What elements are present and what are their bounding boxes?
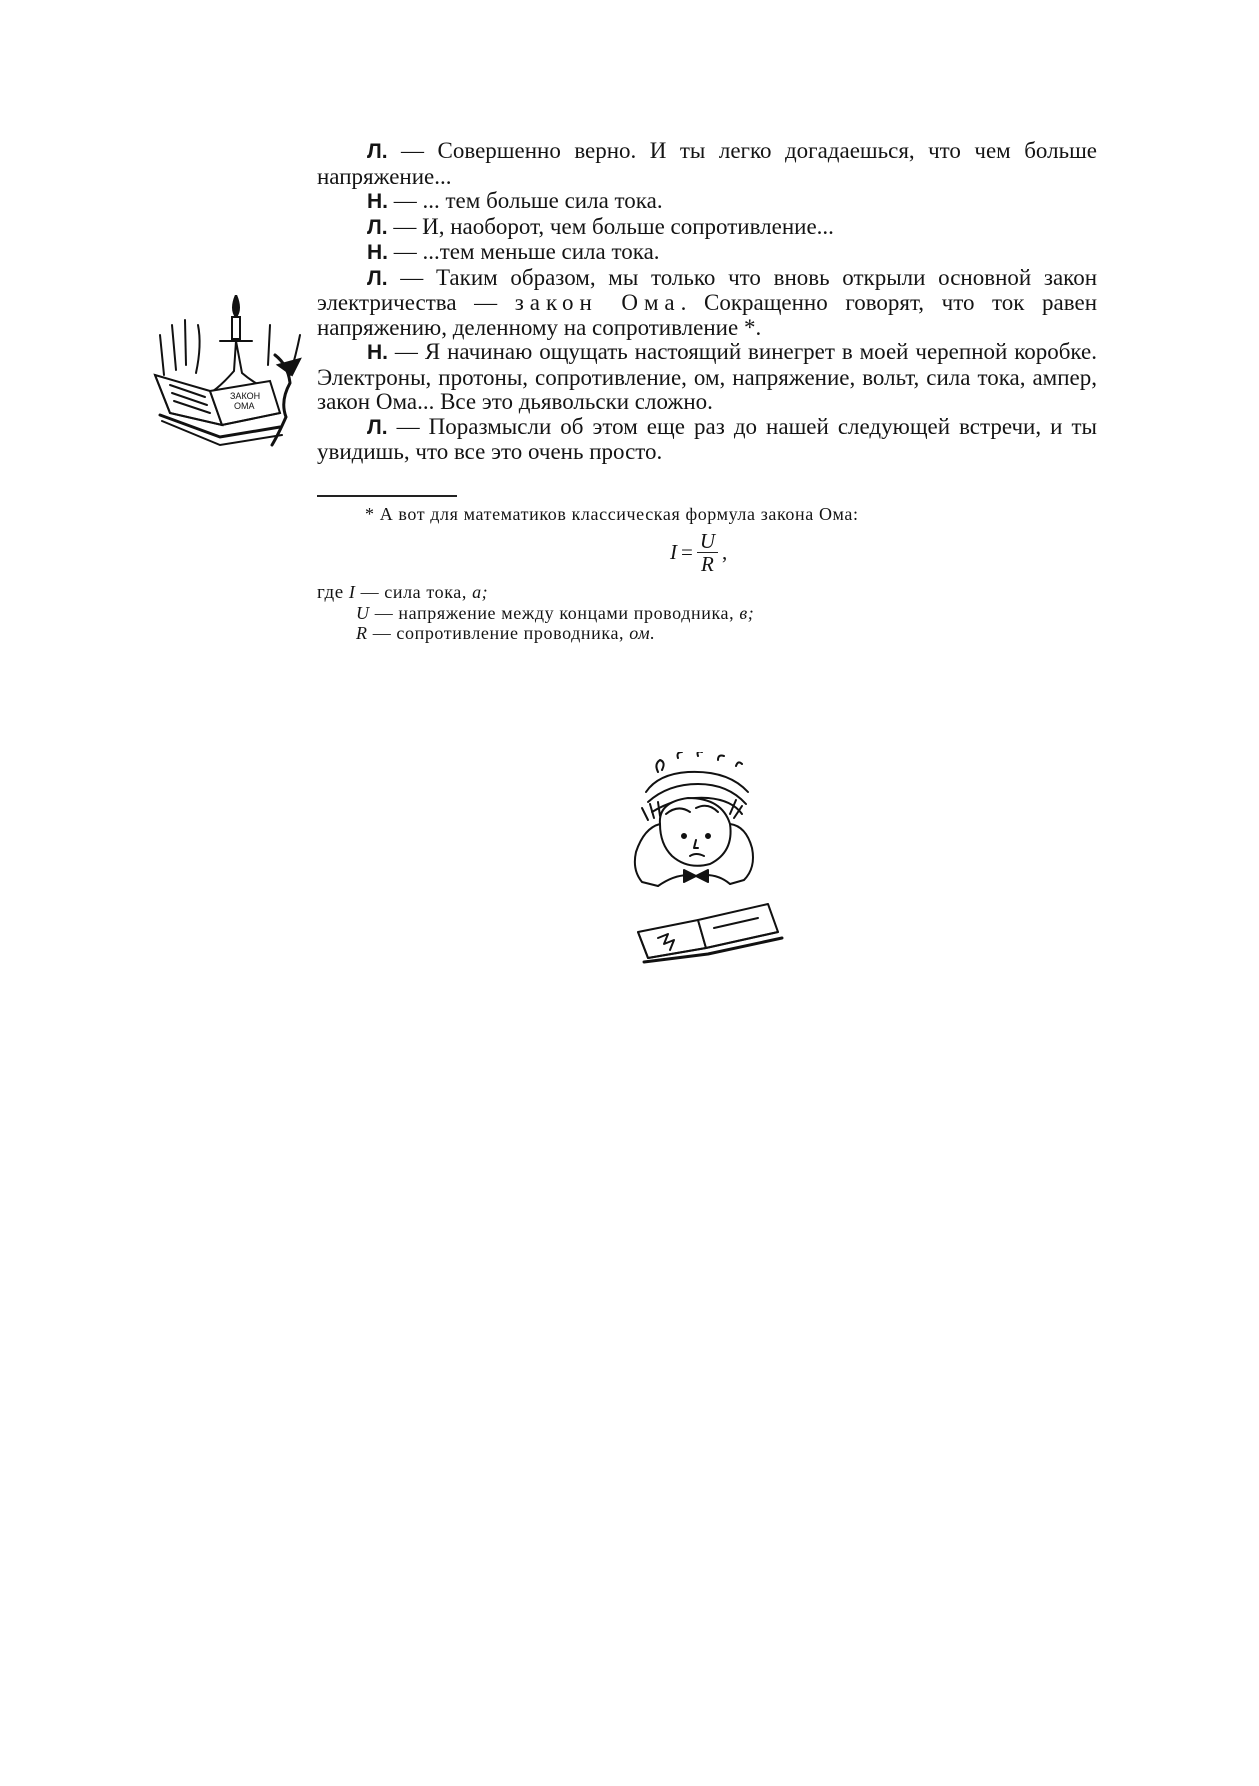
formula-numerator: U [697,530,718,553]
dialogue-paragraph-4 [317,240,1097,266]
paragraph-text: . Сокращенно говорят, что ток равен напряжению, деленному на сопротивление *. [317,290,1098,340]
definition-row [317,603,754,623]
speaker-label: Л. [367,215,388,239]
paragraph-text: Я начинаю ощущать настоящий винегрет в моей черепной коробке. Электроны, протоны, сопротивление, ом, напряжение, вольт, сила тока, ампер, закон Ома... Все это дьявольски сложно. [317,339,1097,414]
paragraph-text: ...тем меньше сила тока. [422,239,660,264]
definition-unit: в; [739,603,755,623]
speaker-label: Н. [367,241,388,264]
paragraph-text: Совершенно верно. И ты легко догадаешься, что чем больше напряжение... [317,138,1097,189]
formula-equals: = [681,540,693,564]
paragraph-text: И, наоборот, чем больше сопротивление... [422,213,834,239]
ohm-law-emphasis: закон Ома [514,290,681,315]
dialogue-paragraph-5 [317,266,1097,341]
where-word: где [317,582,344,603]
book-label-line-2: ОМА [234,401,255,411]
formula-lhs: I [670,540,677,564]
speaker-label: Н. [367,190,388,213]
definition-unit: ом. [629,623,656,643]
dialogue-paragraph-1 [317,139,1097,189]
dialogue-paragraph-3 [317,215,1097,241]
formula-fraction [697,530,718,575]
paragraph-text: Поразмысли об этом еще раз до нашей следующей встречи, и ты увидишь, что все это очень просто. [317,413,1098,464]
formula-definitions [317,582,754,643]
paragraph-text: Таким образом, мы только что вновь открыли основной закон электричества — [317,264,1097,315]
definition-text: — напряжение между концами проводника, [369,603,740,623]
definition-text: — сила тока, [355,582,473,602]
formula-comma: , [722,540,728,564]
ohm-formula [670,530,727,575]
dash: — [387,213,423,239]
definition-row [317,623,754,643]
dialogue-text [317,139,1097,465]
candle-book-illustration [150,295,320,465]
footnote [317,504,1097,524]
confused-boy-illustration [618,752,793,967]
dash: — [388,188,423,213]
speaker-label: Л. [367,266,388,290]
footnote-divider [317,495,457,497]
dialogue-paragraph-2 [317,189,1097,215]
dialogue-paragraph-6 [317,340,1097,415]
dash: — [388,239,423,264]
definition-unit: а; [472,582,489,602]
dialogue-paragraph-7 [317,415,1097,465]
dash: — [387,264,436,290]
definition-symbol: U [356,603,370,623]
definition-symbol: R [356,623,368,643]
book-label-line-1: ЗАКОН [230,391,261,401]
definition-text: — сопротивление проводника, [367,623,630,643]
definition-row [317,582,754,603]
footnote-intro: * А вот для математиков классическая формула закона Ома: [365,504,859,524]
definition-symbol: I [348,582,356,602]
paragraph-text: ... тем больше сила тока. [422,188,663,213]
dash: — [388,339,425,364]
speaker-label: Л. [367,140,388,163]
dash: — [387,138,438,163]
formula-denominator: R [701,552,714,576]
speaker-label: Н. [367,341,388,364]
dash: — [387,413,429,439]
speaker-label: Л. [367,415,388,439]
